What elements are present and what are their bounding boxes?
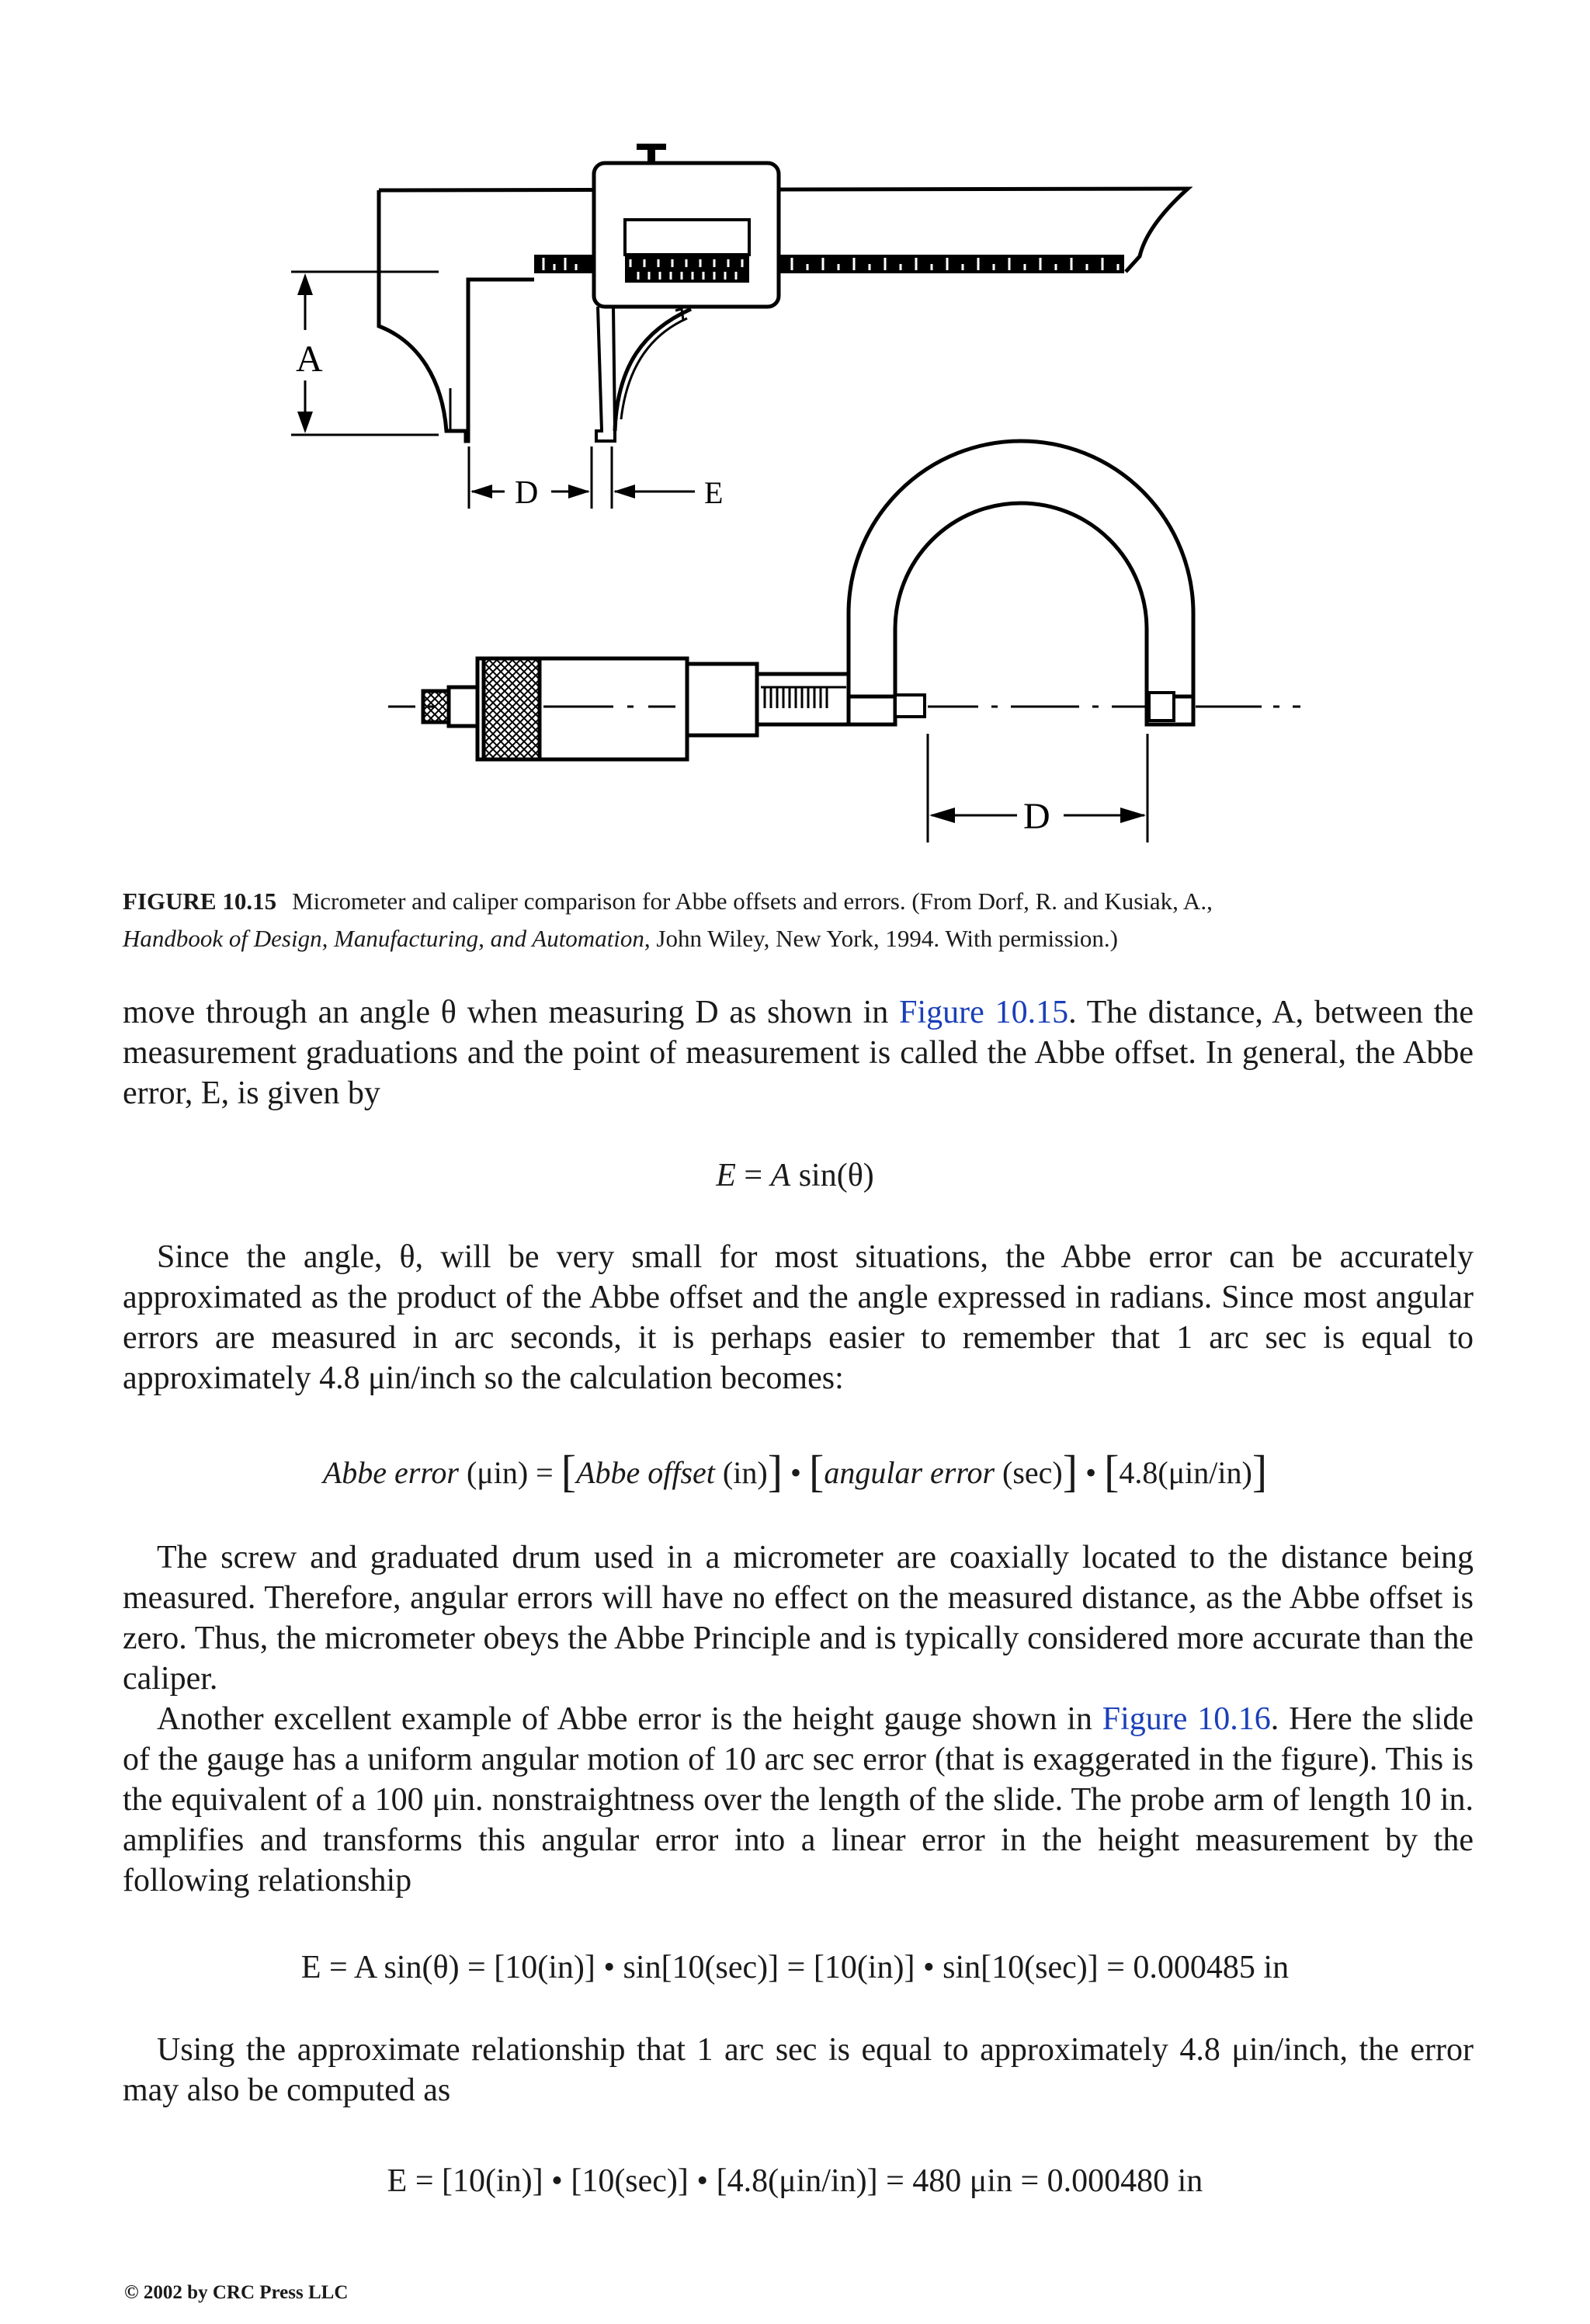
paragraph-1: move through an angle θ when measuring D as shown in Figure 10.15. The distance, A, between the measurement graduations and the point of measurement is called the Abbe offset. In general, the Abbe error, E, is given by [123, 995, 1474, 1111]
equation-3: E = A sin(θ) = [10(in)] • sin[10(sec)] = [10(in)] • sin[10(sec)] = 0.000485 in [300, 1950, 1290, 1985]
caption-text-end: , John Wiley, New York, 1994. With permission.) [644, 925, 1118, 952]
paragraph-3: The screw and graduated drum used in a micrometer are coaxially located to the distance being measured. Therefore, angular errors will have no effect on the measured distance, as the Abbe offset is zero. Thus, the micrometer obeys the Abbe Principle and is typically considered more accurate than the caliper. [123, 1540, 1474, 1697]
figure-link-10-15[interactable]: Figure 10.15 [899, 995, 1069, 1030]
paragraph-5: Using the approximate relationship that 1 arc sec is equal to approximately 4.8 μin/inch, the error may also be computed as [123, 2032, 1474, 2108]
figure-10-15-drawing [0, 0, 1590, 877]
equation-4: E = [10(in)] • [10(sec)] • [4.8(μin/in)] = 480 μin = 0.000480 in [387, 2163, 1203, 2199]
paragraph-4: Another excellent example of Abbe error is the height gauge shown in Figure 10.16. Here the slide of the gauge has a uniform angular motion of 10 arc sec error (that is exaggerated in the figure). This is the equivalent of a 100 μin. nonstraightness over the length of the slide. The probe arm of length 10 in. amplifies and transforms this angular error into a linear error in the height measurement by the following relationship [123, 1701, 1474, 1898]
caption-text: Micrometer and caliper comparison for Abbe offsets and errors. (From Dorf, R. and Kusiak, A., [292, 888, 1213, 915]
equation-2: Abbe error (μin) = [Abbe offset (in)] • [angular error (sec)] • [4.8(μin/in)] [322, 1446, 1268, 1496]
micrometer-drawing [423, 441, 1193, 759]
figure-link-10-16[interactable]: Figure 10.16 [1102, 1701, 1271, 1737]
label-a: A [296, 339, 323, 380]
caption-book-title: Handbook of Design, Manufacturing, and Automation [123, 925, 644, 952]
label-d-caliper: D [515, 475, 539, 511]
copyright-footer: © 2002 by CRC Press LLC [124, 2282, 349, 2303]
caliper-drawing [379, 144, 1188, 441]
paragraph-2: Since the angle, θ, will be very small for most situations, the Abbe error can be accurately approximated as the product of the Abbe offset and the angle expressed in radians. Since most angular errors are measured in arc seconds, it is perhaps easier to remember that 1 arc sec is equal to approximately 4.8 μin/inch so the calculation becomes: [123, 1239, 1474, 1396]
equation-1: E = A sin(θ) [716, 1158, 874, 1193]
label-d-micrometer: D [1023, 796, 1050, 837]
caption-label: FIGURE 10.15 [123, 888, 277, 915]
dimension-d-caliper [469, 446, 695, 509]
label-e: E [704, 475, 724, 510]
figure-caption [123, 883, 1474, 957]
